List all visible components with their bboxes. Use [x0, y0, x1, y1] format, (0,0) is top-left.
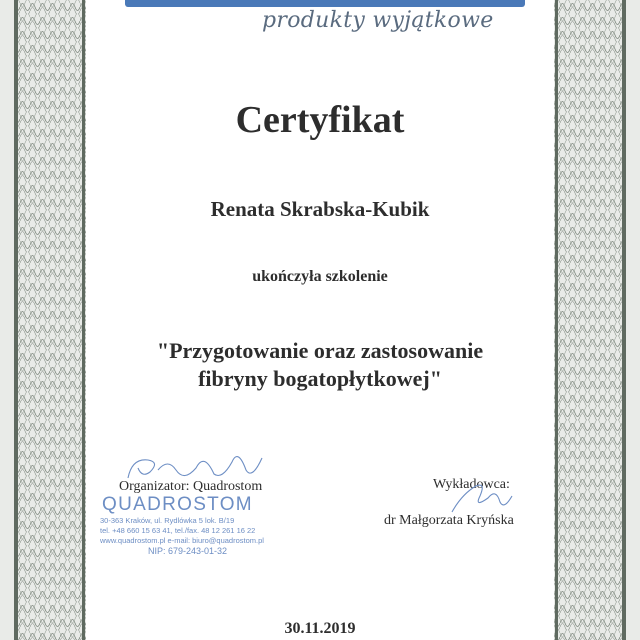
stamp-company-name: QUADROSTOM: [102, 494, 253, 515]
stamp-nip: NIP: 679-243-01-32: [148, 546, 228, 556]
course-title-line-1: "Przygotowanie oraz zastosowanie: [156, 338, 484, 363]
stamp-address: 30-363 Kraków, ul. Rydlówka 5 lok. B/19: [100, 516, 235, 525]
certificate-title: Certyfikat: [235, 99, 405, 141]
stamp-phone: tel. +48 660 15 63 41, tel./fax. 48 12 261 16 22: [100, 526, 256, 535]
certificate-date: 30.11.2019: [284, 620, 356, 637]
lecturer-label: Wykładowca:: [433, 477, 510, 492]
course-title-line-2: fibryny bogatopłytkowej": [198, 366, 442, 391]
completed-text: ukończyła szkolenie: [252, 268, 388, 285]
lecturer-name: dr Małgorzata Kryńska: [384, 513, 514, 528]
recipient-name: Renata Skrabska-Kubik: [210, 197, 430, 221]
company-tagline: produkty wyjątkowe: [262, 8, 494, 33]
organizer-label: Organizator: Quadrostom: [119, 479, 263, 494]
stamp-web: www.quadrostom.pl e-mail: biuro@quadrostom.pl: [100, 536, 264, 545]
